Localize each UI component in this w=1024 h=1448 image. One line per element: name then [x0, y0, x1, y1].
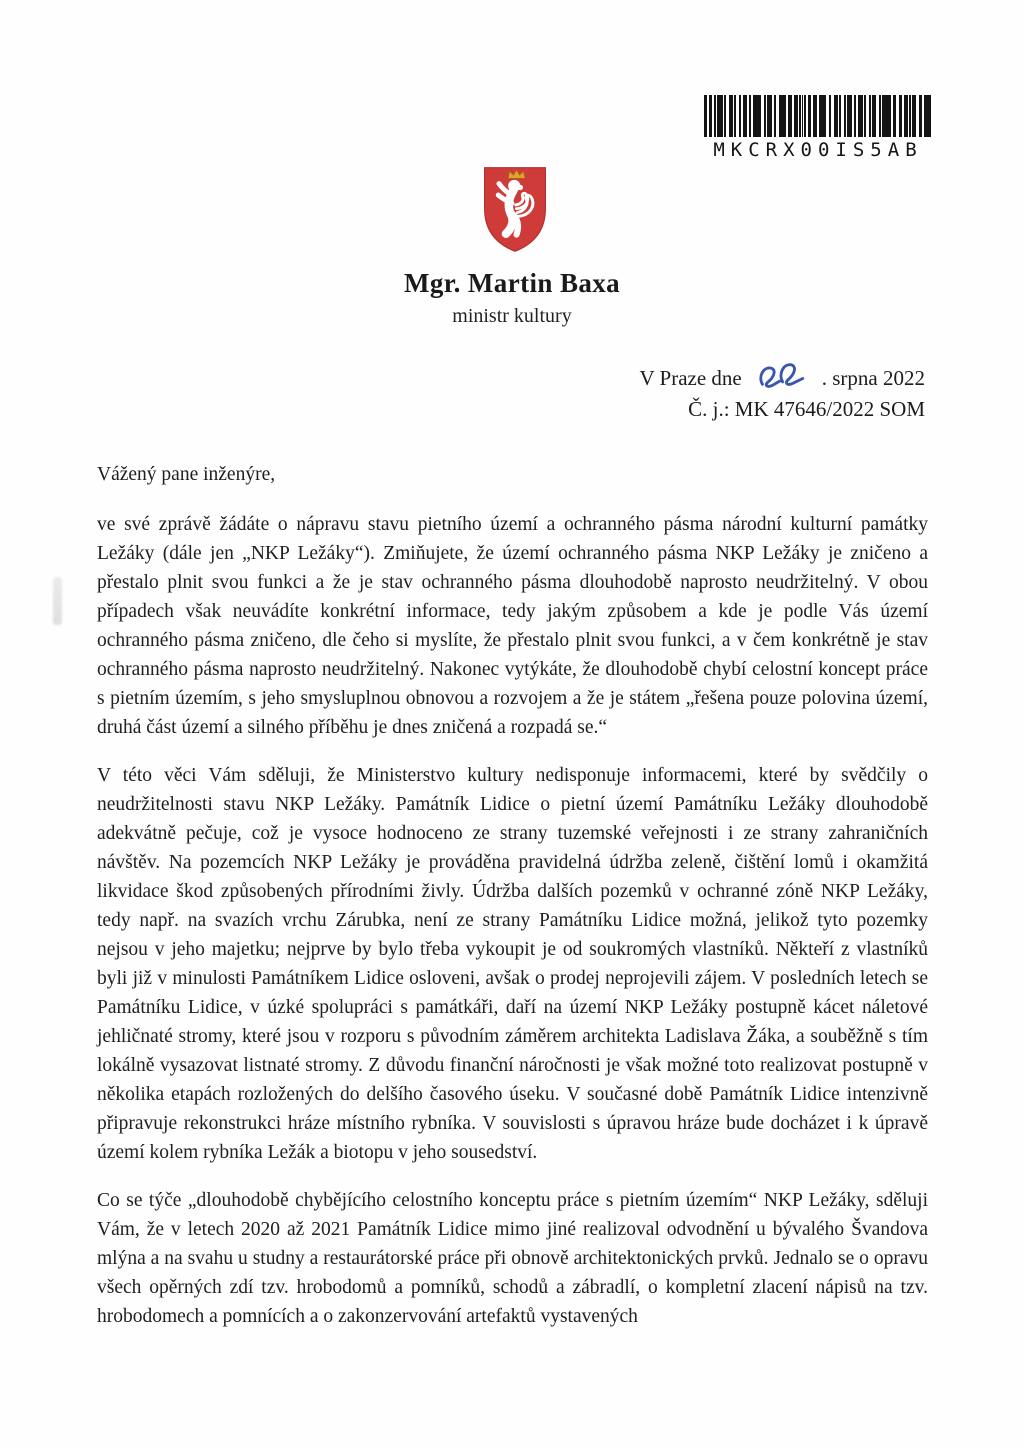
- salutation: Vážený pane inženýre,: [97, 464, 276, 485]
- letter-body: [97, 460, 928, 1331]
- letter-meta: [640, 360, 926, 422]
- handwritten-day-ink-mark: [754, 354, 814, 394]
- czech-lion-emblem-icon: [477, 163, 553, 259]
- barcode: [702, 95, 934, 161]
- date-line: [640, 360, 926, 396]
- sender-title: ministr kultury: [452, 305, 572, 327]
- paragraph-2: V této věci Vám sděluji, že Ministerstvo kultury nedisponuje informacemi, které by svědčily o neudržitelnosti stavu NKP Ležáky. Památník Lidice o pietní území Památníku Ležáky dlouhodobě adekvátně pečuje, což je vysoce hodnoceno ze strany tuzemské veřejnosti i ze strany zahraničních návštěv. Na pozemcích NKP Ležáky je prováděna pravidelná údržba zeleně, čištění lomů i okamžitá likvidace škod způsobených přírodními živly. Údržba dalších pozemků v ochranné zóně NKP Ležáky, tedy např. na svazích vrchu Zárubka, není ze strany Památníku Lidice možná, jelikož tyto pozemky nejsou v jeho majetku; nejprve by bylo třeba vykoupit je od soukromých vlastníků. Někteří z vlastníků byli již v minulosti Památníkem Lidice osloveni, avšak o prodej neprojevili zájem. V posledních letech se Památníku Lidice, v úzké spolupráci s památkáři, daří na území NKP Ležáky postupně kácet náletové jehličnaté stromy, které jsou v rozporu s původním záměrem architekta Ladislava Žáka, a souběžně s tím lokálně vysazovat listnaté stromy. Z důvodu finanční náročnosti je však možné toto realizovat postupně v několika etapách rozložených do delšího časového úseku. V současné době Památník Lidice intenzivně připravuje rekonstrukci hráze místního rybníka. V souvislosti s úpravou hráze bude docházet i k úpravě území kolem rybníka Ležák a biotopu v jeho sousedství.: [97, 765, 928, 1163]
- sender-name: Mgr. Martin Baxa: [403, 268, 621, 298]
- reference-number: Č. j.: MK 47646/2022 SOM: [688, 397, 925, 421]
- scan-artifact: [53, 577, 62, 625]
- paragraph-1: ve své zprávě žádáte o nápravu stavu pietního území a ochranného pásma národní kulturní památky Ležáky (dále jen „NKP Ležáky“). Zmiňujete, že území ochranného pásma NKP Ležáky je zničeno a přestalo plnit svou funkci a že je stav ochranného pásma dlouhodobě naprosto neudržitelný. V obou případech však neuvádíte konkrétní informace, tedy jakým způsobem a kde je podle Vás území ochranného pásma zničeno, dle čeho si myslíte, že přestalo plnit svou funkci, a v čem konkrétně je stav ochranného pásma naprosto neudržitelný. Nakonec vytýkáte, že dlouhodobě chybí celostní koncept práce s pietním územím, s jeho smysluplnou obnovou a rozvojem a že je státem „řešena pouze polovina území, druhá část území a silného příběhu je dnes zničená a rozpadá se.“: [97, 514, 928, 738]
- paragraph-3: Co se týče „dlouhodobě chybějícího celostního konceptu práce s pietním územím“ NKP Ležáky, sděluji Vám, že v letech 2020 až 2021 Památník Lidice mimo jiné realizoval odvodnění u bývalého Švandova mlýna a na svahu u studny a restaurátorské práce při obnově architektonických prvků. Jednalo se o opravu všech opěrných zdí tzv. hrobodomů a pomníků, schodů a zábradlí, o kompletní zlacení nápisů na tzv. hrobodomech a pomnících a o zakonzervování artefaktů vystavených: [97, 1190, 928, 1327]
- date-prefix: V Praze dne: [639, 365, 742, 390]
- barcode-bars-icon: [704, 95, 932, 137]
- date-suffix: . srpna 2022: [821, 365, 925, 390]
- sender-block: [0, 268, 1024, 328]
- barcode-text: MKCRX00IS5AB: [713, 139, 923, 161]
